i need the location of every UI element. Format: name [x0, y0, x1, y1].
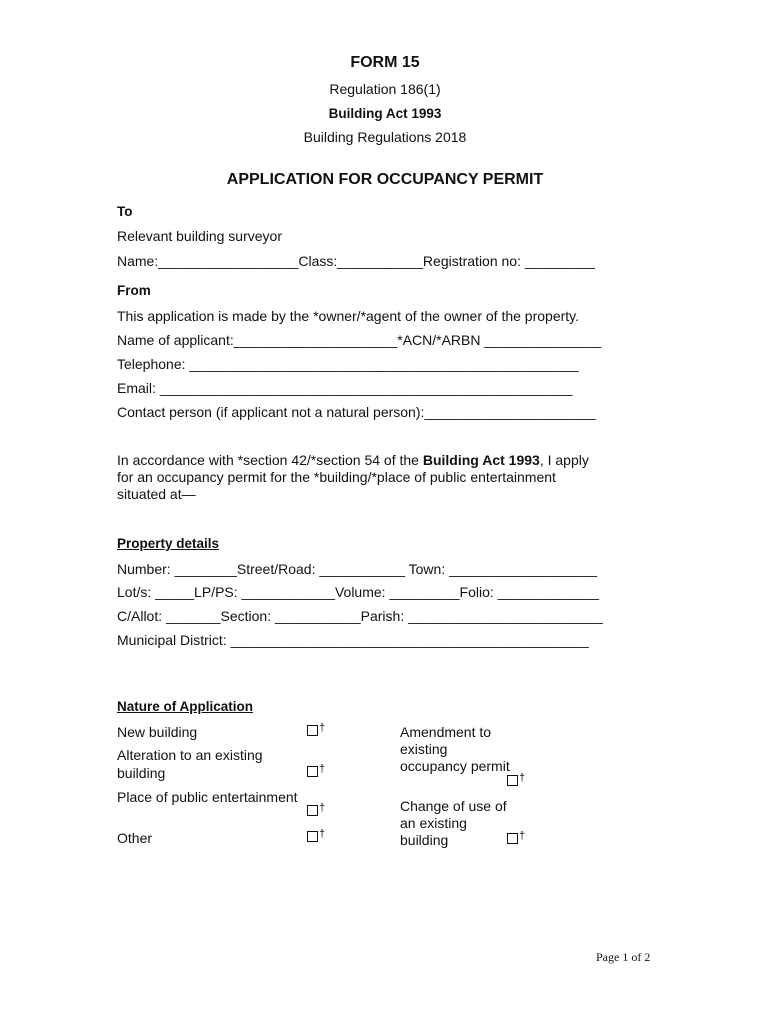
- to-heading: To: [117, 204, 133, 219]
- email-field[interactable]: Email: _____________________________________________________: [117, 380, 573, 396]
- nature-heading: Nature of Application: [117, 699, 254, 714]
- amendment-checkbox[interactable]: [507, 772, 525, 788]
- other-checkbox[interactable]: [307, 828, 325, 844]
- municipal-district-field[interactable]: Municipal District: ______________________________________________: [117, 632, 589, 648]
- regulation-ref: Regulation 186(1): [329, 81, 441, 97]
- telephone-field[interactable]: Telephone: __________________________________________________: [117, 356, 579, 372]
- accordance-line-2: for an occupancy permit for the *building/*place of public entertainment: [117, 469, 556, 485]
- checkbox-icon: [307, 805, 318, 816]
- dagger-mark: †: [319, 722, 326, 734]
- checkbox-icon: [307, 766, 318, 777]
- act-ref: Building Act 1993: [328, 106, 442, 121]
- checkbox-icon: [507, 775, 518, 786]
- amendment-label-1: Amendment to: [400, 724, 492, 740]
- surveyor-details-field[interactable]: Name:__________________Class:___________Registration no: _________: [117, 253, 595, 269]
- page-number: Page 1 of 2: [596, 950, 651, 964]
- applicant-name-field[interactable]: Name of applicant:_____________________*ACN/*ARBN _______________: [117, 332, 602, 348]
- dagger-mark: †: [319, 828, 326, 840]
- dagger-mark: †: [519, 830, 526, 842]
- contact-person-field[interactable]: Contact person (if applicant not a natural person):______________________: [117, 404, 596, 420]
- from-heading: From: [117, 283, 151, 298]
- dagger-mark: †: [319, 763, 326, 775]
- checkbox-icon: [507, 833, 518, 844]
- surveyor-label: Relevant building surveyor: [117, 228, 282, 244]
- checkbox-icon: [307, 725, 318, 736]
- form-number: FORM 15: [350, 54, 420, 71]
- other-label: Other: [117, 830, 153, 846]
- amendment-label-2: existing: [400, 741, 448, 757]
- alteration-checkbox[interactable]: [307, 763, 325, 779]
- accordance-text-2: , I apply: [539, 452, 589, 468]
- checkbox-icon: [307, 831, 318, 842]
- crown-allotment-field[interactable]: C/Allot: _______Section: ___________Parish: _________________________: [117, 608, 603, 624]
- alteration-label-2: building: [117, 765, 166, 781]
- change-of-use-checkbox[interactable]: [507, 830, 525, 846]
- lot-plan-field[interactable]: Lot/s: _____LP/PS: ____________Volume: _________Folio: _____________: [117, 584, 599, 600]
- owner-statement: This application is made by the *owner/*agent of the owner of the property.: [117, 308, 580, 324]
- accordance-text-1: In accordance with *section 42/*section 54 of the: [117, 452, 423, 468]
- address-field[interactable]: Number: ________Street/Road: ___________ Town: ___________________: [117, 561, 598, 577]
- change-of-use-label-2: an existing: [400, 815, 467, 831]
- dagger-mark: †: [319, 802, 326, 814]
- act-name: Building Act 1993: [422, 452, 540, 468]
- accordance-line-1: [117, 452, 589, 468]
- change-of-use-label-1: Change of use of: [400, 798, 507, 814]
- accordance-line-3: situated at—: [117, 486, 196, 502]
- new-building-checkbox[interactable]: [307, 722, 325, 738]
- alteration-label-1: Alteration to an existing: [117, 747, 263, 763]
- dagger-mark: †: [519, 772, 526, 784]
- property-details-heading: Property details: [117, 536, 220, 551]
- application-title: APPLICATION FOR OCCUPANCY PERMIT: [226, 171, 544, 188]
- regulations-ref: Building Regulations 2018: [303, 129, 467, 145]
- change-of-use-label-3: building: [400, 832, 449, 848]
- public-entertainment-checkbox[interactable]: [307, 802, 325, 818]
- amendment-label-3: occupancy permit: [400, 758, 510, 774]
- new-building-label: New building: [117, 724, 198, 740]
- public-entertainment-label: Place of public entertainment: [117, 789, 298, 805]
